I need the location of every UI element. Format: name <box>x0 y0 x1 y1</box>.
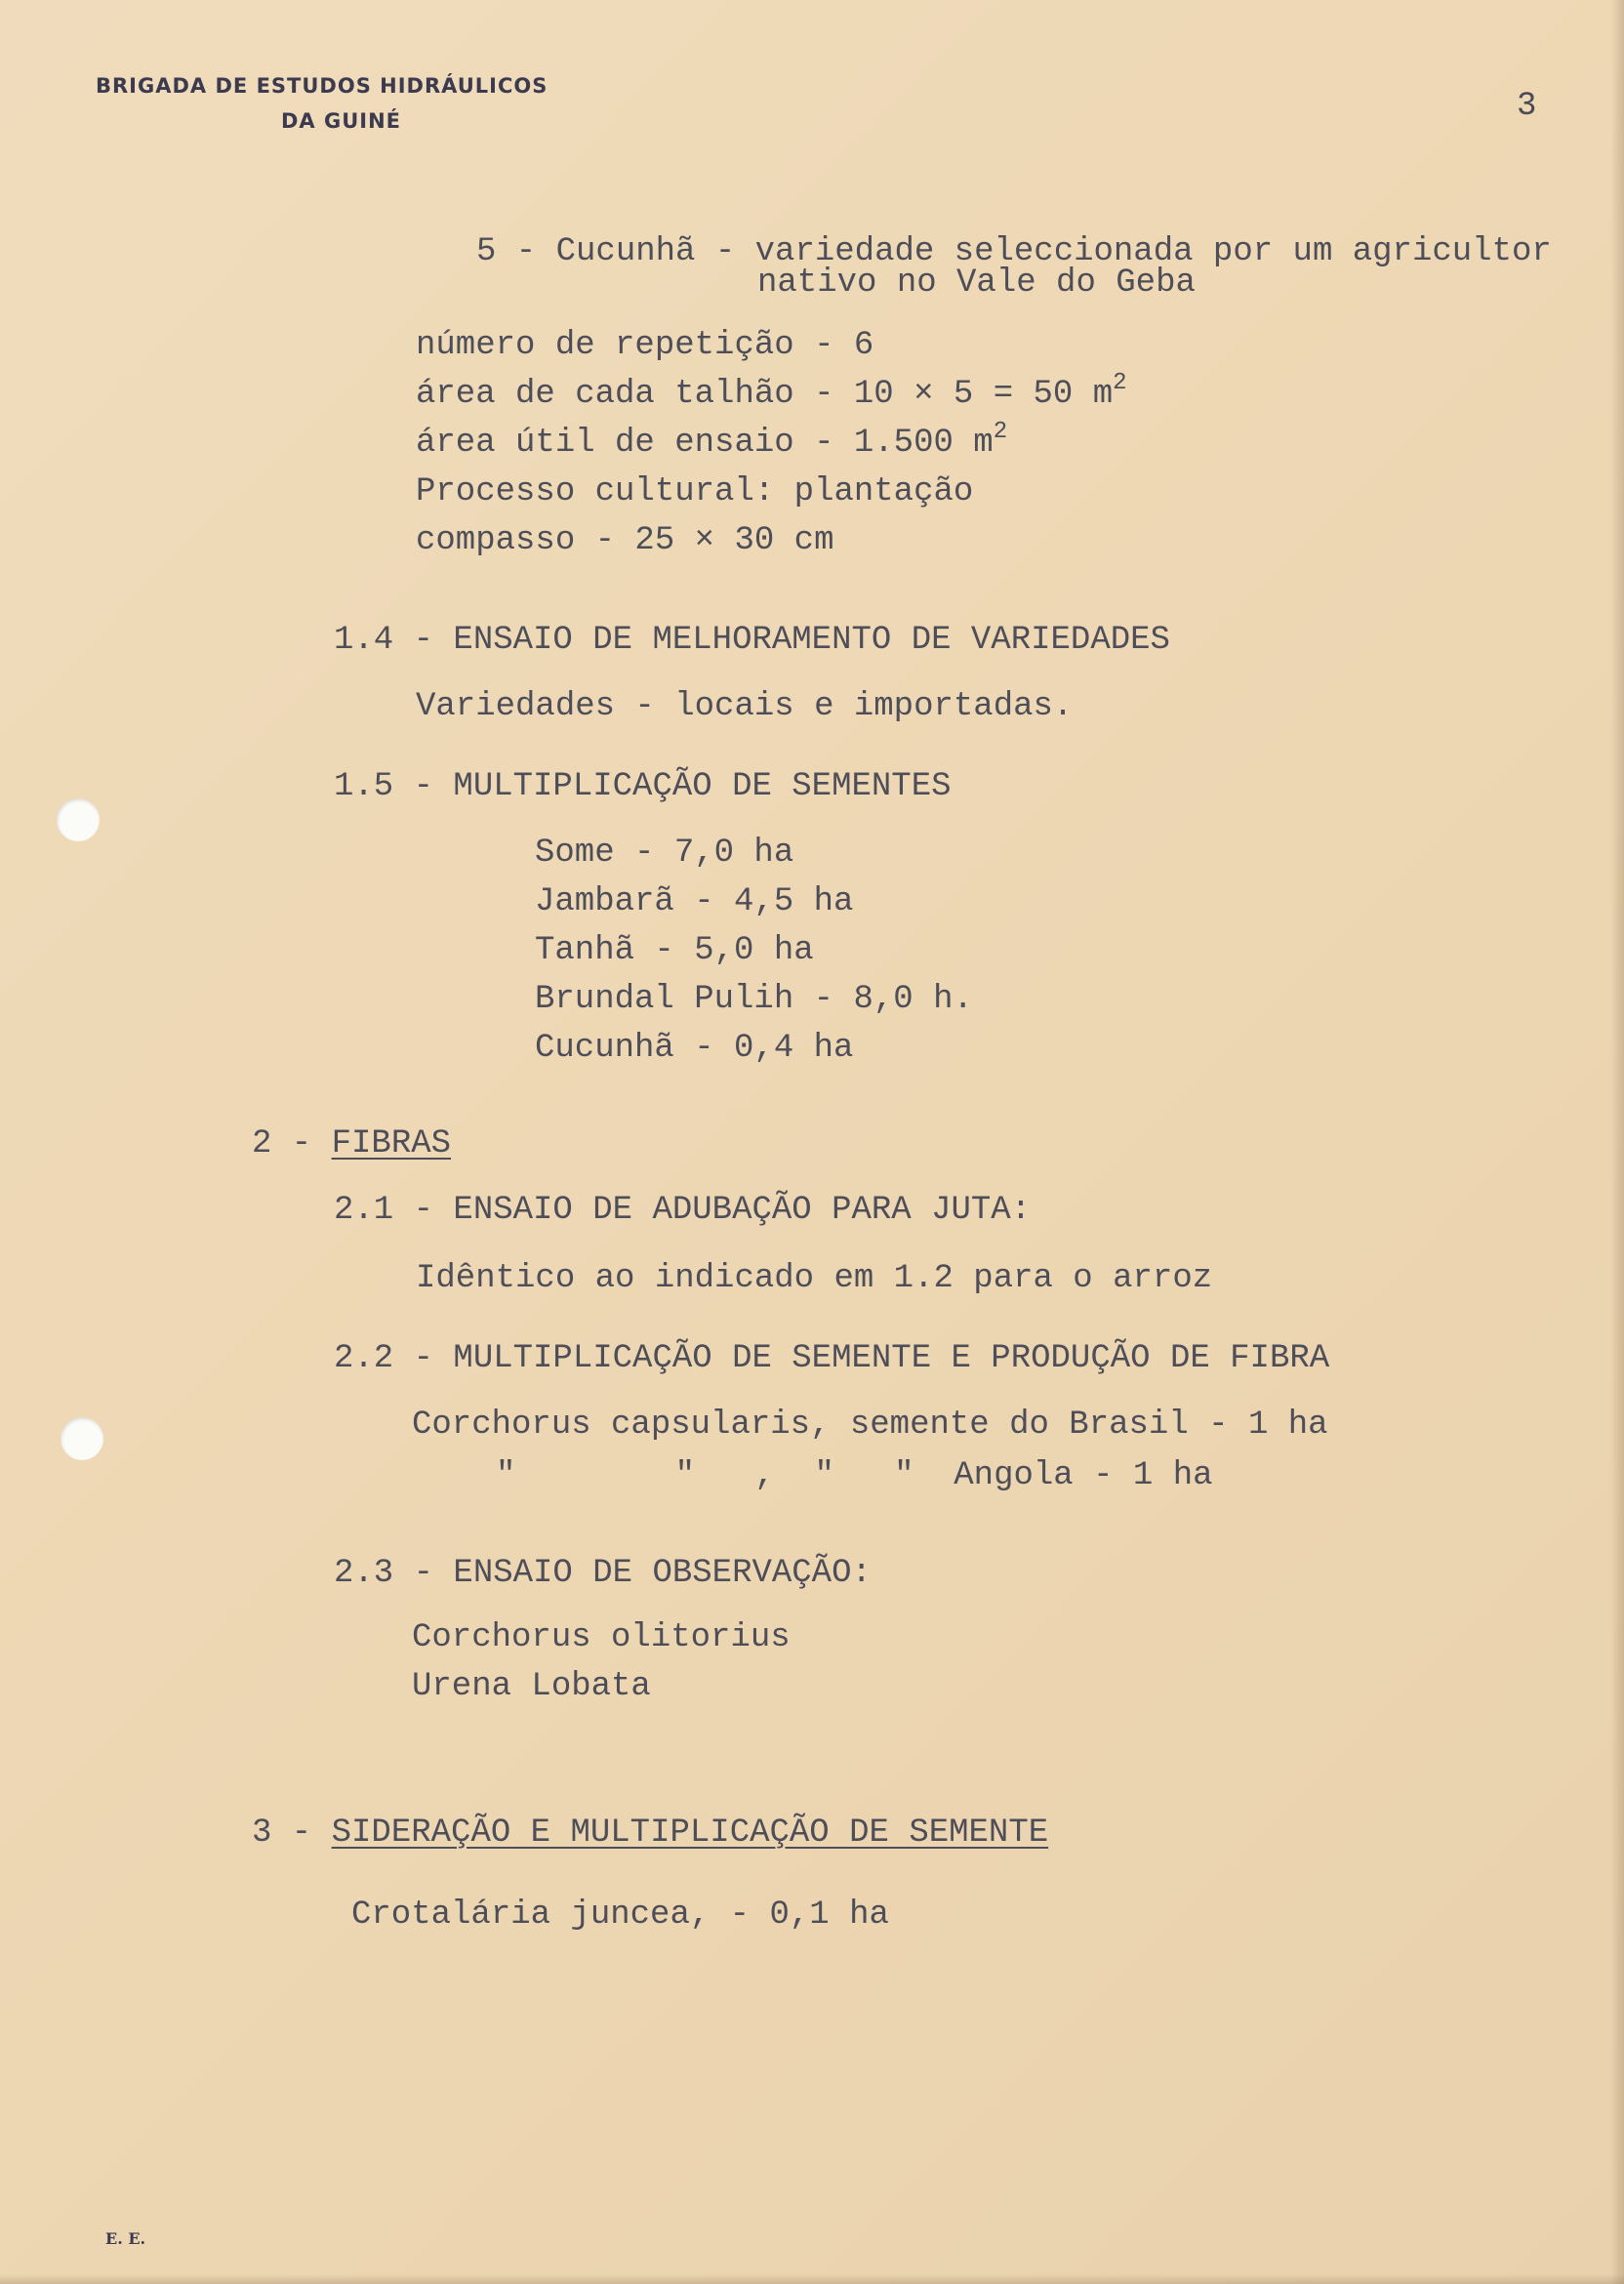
item5-title-cont: nativo no Vale do Geba <box>757 265 1196 302</box>
seed-item: Brundal Pulih - 8,0 h. <box>535 981 973 1018</box>
page-edge-shadow <box>0 2274 1624 2284</box>
section-2-1-heading: 2.1 - ENSAIO DE ADUBAÇÃO PARA JUTA: <box>334 1192 1032 1229</box>
squared-superscript: 2 <box>993 419 1008 445</box>
header-org-region: DA GUINÉ <box>281 109 402 133</box>
section-1-4-heading: 1.4 - ENSAIO DE MELHORAMENTO DE VARIEDADES <box>334 622 1170 659</box>
seed-item: Cucunhã - 0,4 ha <box>535 1030 854 1067</box>
footer-initials: E. E. <box>105 2229 146 2248</box>
section-3-number: 3 - <box>252 1815 332 1852</box>
section-2-2-line2: " " , " " Angola - 1 ha <box>496 1457 1213 1494</box>
page-edge-shadow <box>1610 0 1624 2284</box>
section-2-heading <box>252 1124 451 1163</box>
section-1-4-text: Variedades - locais e importadas. <box>416 688 1074 725</box>
seed-item: Tanhã - 5,0 ha <box>535 932 814 969</box>
section-2-1-text: Idêntico ao indicado em 1.2 para o arroz <box>416 1260 1213 1297</box>
observation-item: Urena Lobata <box>412 1668 651 1705</box>
squared-superscript: 2 <box>1113 370 1127 396</box>
punch-hole-top <box>57 798 100 841</box>
section-1-5-heading: 1.5 - MULTIPLICAÇÃO DE SEMENTES <box>334 768 952 805</box>
section-2-3-heading: 2.3 - ENSAIO DE OBSERVAÇÃO: <box>334 1555 872 1592</box>
section-2-number: 2 - <box>252 1125 332 1162</box>
seed-item: Some - 7,0 ha <box>535 835 794 872</box>
punch-hole-bottom <box>61 1417 103 1460</box>
item5-compasso: compasso - 25 × 30 cm <box>416 522 834 559</box>
item5-processo: Processo cultural: plantação <box>416 473 974 510</box>
item5-area-util: área útil de ensaio - 1.500 m <box>416 425 994 462</box>
section-3-title: SIDERAÇÃO E MULTIPLICAÇÃO DE SEMENTE <box>331 1815 1049 1852</box>
header-org-name: BRIGADA DE ESTUDOS HIDRÁULICOS <box>96 74 548 98</box>
section-2-title: FIBRAS <box>331 1125 452 1162</box>
section-3-heading <box>252 1814 1048 1853</box>
item5-area-util-line <box>416 419 1008 463</box>
page-number: 3 <box>1517 88 1537 125</box>
seed-item: Jambarã - 4,5 ha <box>535 883 854 920</box>
section-2-2-heading: 2.2 - MULTIPLICAÇÃO DE SEMENTE E PRODUÇÃO DE FIBRA <box>334 1340 1330 1377</box>
item5-area-talhao-line <box>416 370 1127 414</box>
item5-area-talhao: área de cada talhão - 10 × 5 = 50 m <box>416 376 1114 413</box>
observation-item: Corchorus olitorius <box>412 1619 791 1656</box>
section-2-2-line1: Corchorus capsularis, semente do Brasil - 1 ha <box>412 1407 1328 1444</box>
section-3-text: Crotalária juncea, - 0,1 ha <box>351 1897 889 1934</box>
item5-title: 5 - Cucunhã - variedade seleccionada por um agricultor <box>476 233 1552 270</box>
item5-repeticao: número de repetição - 6 <box>416 327 874 364</box>
